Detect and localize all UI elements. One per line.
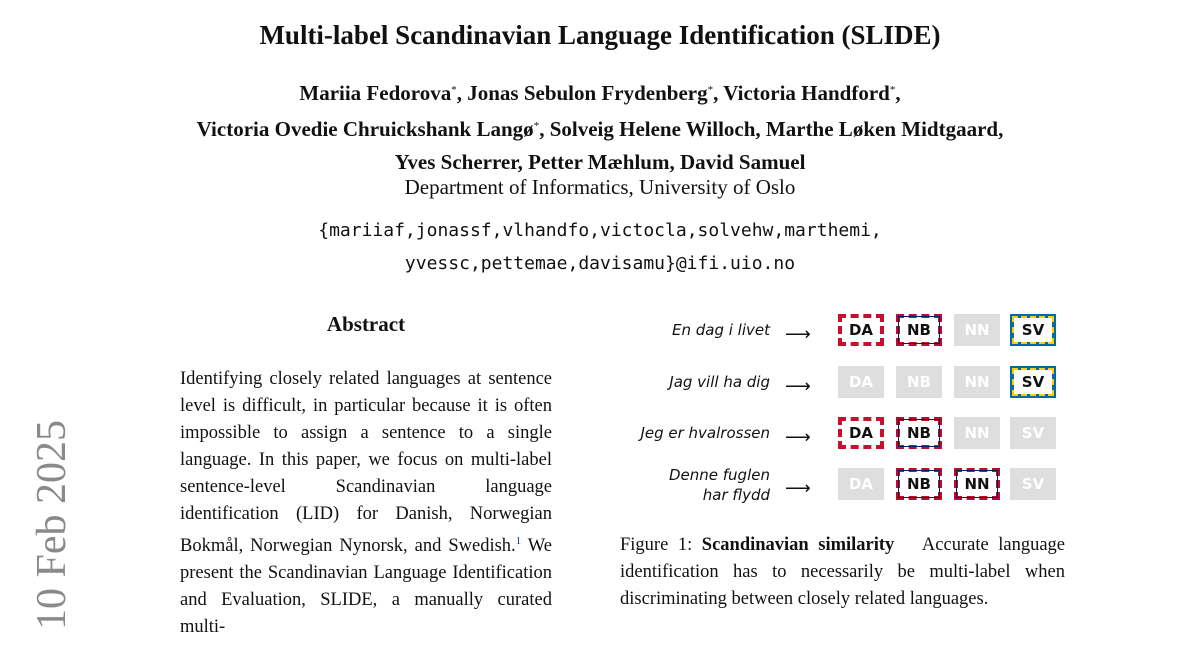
language-tag-da: DA [838,366,884,398]
arrow-icon: ⟶ [785,478,811,499]
email-line: yvessc,pettemae,davisamu}@ifi.uio.no [404,253,796,274]
language-tag-nn: NN [954,417,1000,449]
author-line [0,74,1200,110]
author-name: Victoria Ovedie Chruickshank Langø [196,117,534,141]
figure-row [610,468,1080,508]
email-block [0,214,1200,280]
arrow-icon: ⟶ [785,427,811,448]
example-sentence [610,372,770,392]
author-line [0,110,1200,146]
arxiv-date-stamp [30,420,74,630]
language-tag-nb: NB [896,468,942,500]
arxiv-date-text: 10 Feb 2025 [29,420,75,630]
language-tag-sv: SV [1010,417,1056,449]
abstract-text-continued: We present the Scandinavian Language Identification and Evaluation, SLIDE, a manually curated multi- [180,536,553,637]
paper-title: Multi-label Scandinavian Language Identification (SLIDE) [259,20,941,50]
arrow-icon: ⟶ [785,324,811,345]
example-sentence [610,320,770,340]
author-name: Petter Mæhlum [528,150,670,174]
author-name: Solveig Helene Willoch [549,117,756,141]
author-separator: , [539,117,550,141]
figure-row [610,417,1080,457]
sentence-line: En dag i livet [671,321,770,339]
abstract-body [180,366,552,641]
figure-1 [610,300,1080,512]
equal-contribution-mark: * [707,84,714,96]
sentence-line: Jag vill ha dig [669,373,770,391]
author-name: Mariia Fedorova [299,81,452,105]
language-tag-nb: NB [896,314,942,346]
abstract-heading: Abstract [326,312,406,336]
language-tag-da: DA [838,314,884,346]
language-tag-nn: NN [954,468,1000,500]
figure-row [610,314,1080,354]
language-tag-nn: NN [954,314,1000,346]
equal-contribution-mark: * [451,84,457,96]
affiliation: Department of Informatics, University of Oslo [404,175,796,199]
caption-text: Accurate language identification has to necessarily be multi-label when discriminating between closely related languages. [620,535,1070,609]
author-separator: , [669,150,680,174]
author-name: Jonas Sebulon Frydenberg [467,81,708,105]
language-tag-sv: SV [1010,468,1056,500]
footnote-link[interactable]: 1 [515,535,522,547]
author-separator: , [895,81,901,105]
author-name: Yves Scherrer [394,150,518,174]
author-name: Victoria Handford [723,81,890,105]
language-tag-sv: SV [1010,314,1056,346]
sentence-line: Denne fuglen [668,466,770,484]
language-tag-nb: NB [896,417,942,449]
language-tag-nn: NN [954,366,1000,398]
sentence-line: har flydd [702,486,770,504]
author-separator: , [517,150,529,174]
caption-label: Figure 1: [620,535,702,555]
language-tag-nb: NB [896,366,942,398]
author-list [0,74,1200,179]
author-separator: , [713,81,724,105]
language-tag-sv: SV [1010,366,1056,398]
equal-contribution-mark: * [889,84,896,96]
example-sentence [610,465,770,505]
figure-caption [620,532,1070,613]
figure-row [610,366,1080,406]
author-name: David Samuel [679,150,806,174]
abstract-text: Identifying closely related languages at sentence level is difficult, in particular because it is often impossible to assign a sentence to a single language. In this paper, we focus on multi-label sentence-level Scandinavian language identification (LID) for Danish, Norwegian Bokmål, Norwegian Nynorsk, and Swedish. [180,369,552,556]
sentence-line: Jeg er hvalrossen [640,424,770,442]
email-line: {mariiaf,jonassf,vlhandfo,victocla,solvehw,marthemi, [318,220,882,241]
language-tag-da: DA [838,468,884,500]
equal-contribution-mark: * [533,120,540,132]
author-separator: , [998,117,1004,141]
example-sentence [610,423,770,443]
caption-bold: Scandinavian similarity [701,535,895,555]
author-name: Marthe Løken Midtgaard [765,117,999,141]
author-separator: , [755,117,766,141]
arrow-icon: ⟶ [785,376,811,397]
author-separator: , [456,81,468,105]
language-tag-da: DA [838,417,884,449]
